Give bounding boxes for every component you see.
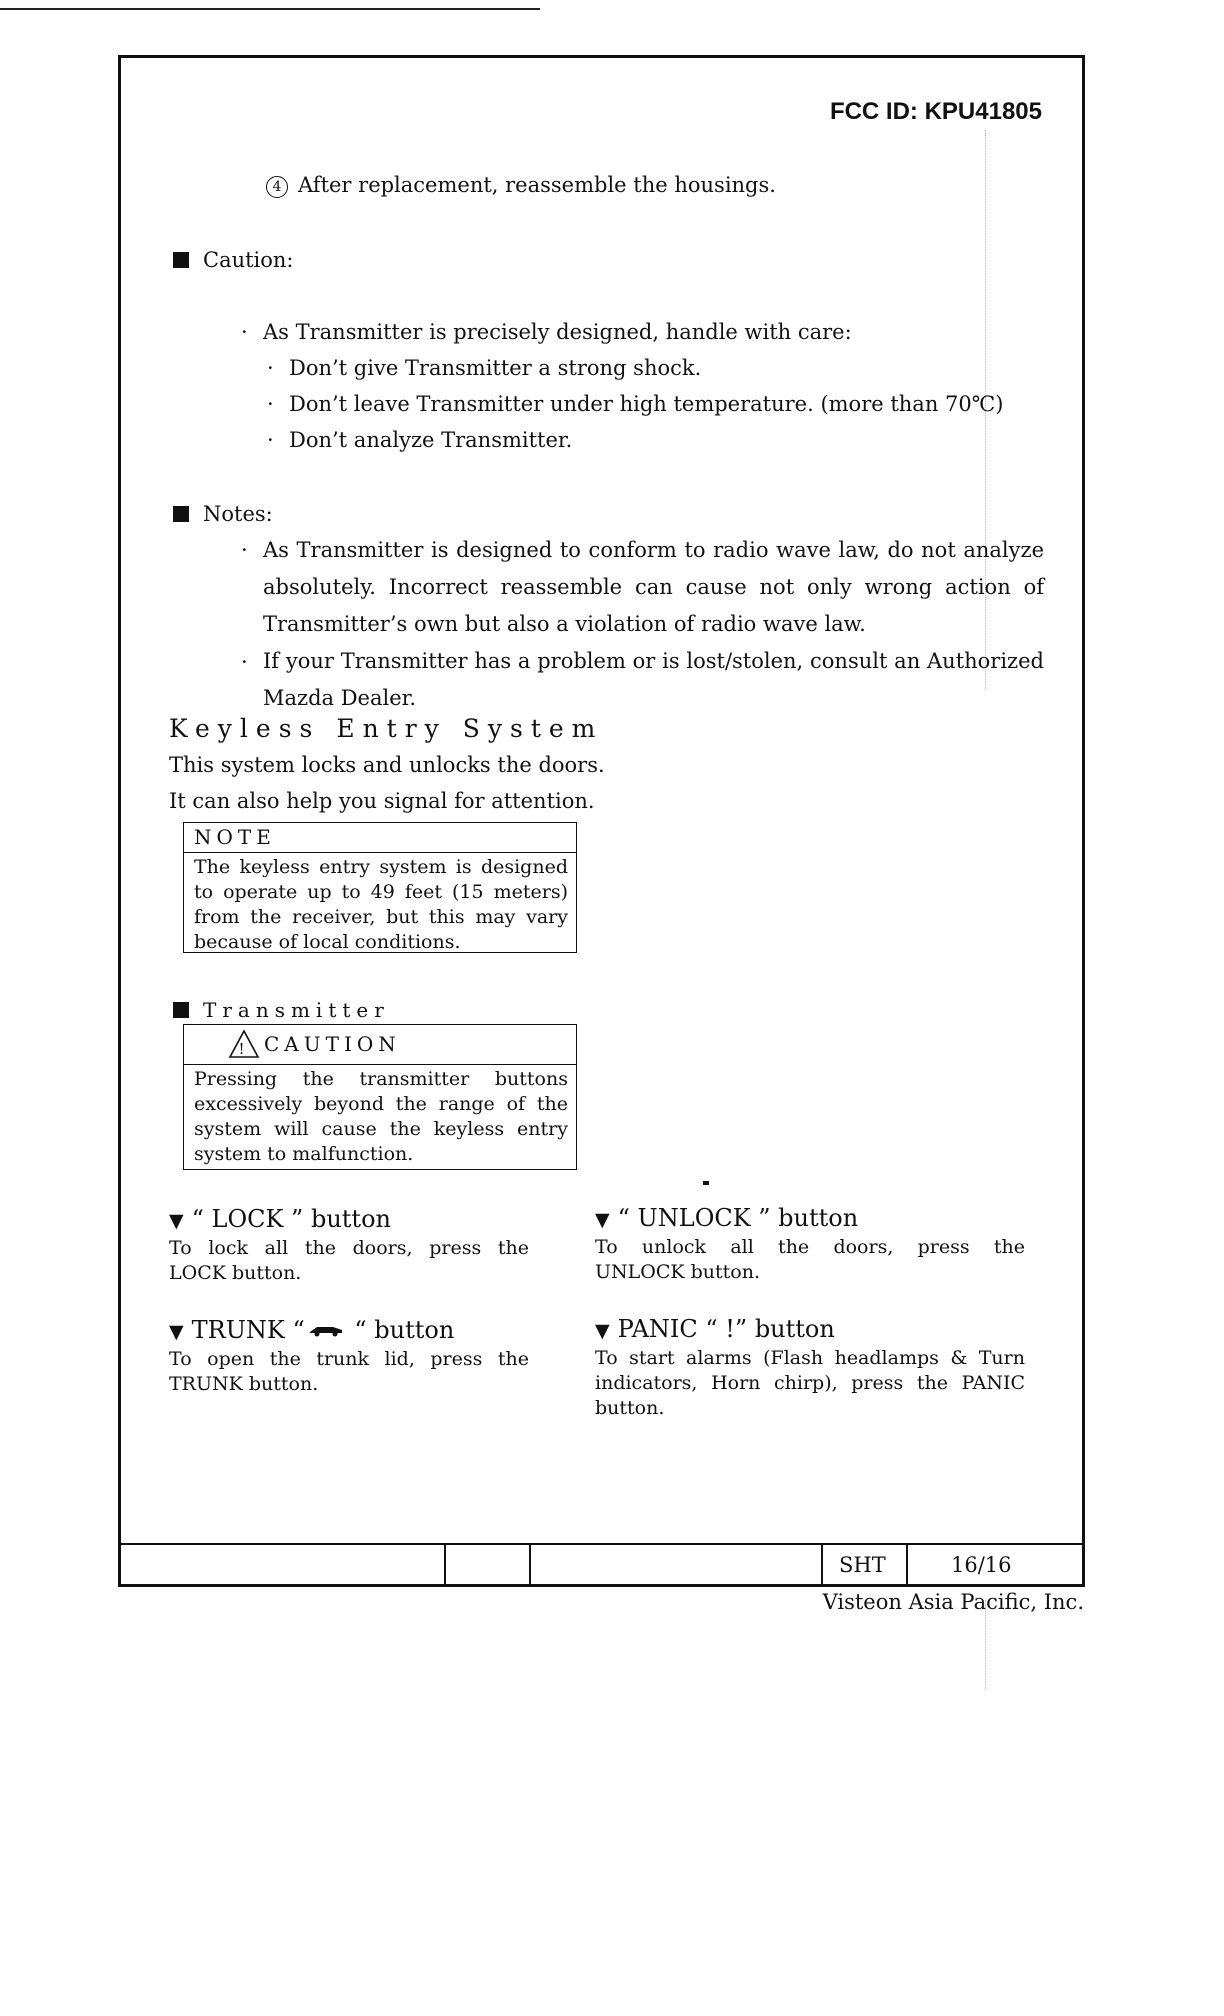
keyless-line-2: It can also help you signal for attention. (169, 789, 595, 813)
note-box (183, 822, 577, 953)
top-rule (0, 8, 540, 10)
page-frame (118, 55, 1085, 1587)
lock-button-info: ▼ “ LOCK ” button To lock all the doors, press the LOCK button. (169, 1205, 529, 1284)
transmitter-heading: Transmitter (173, 998, 390, 1022)
trunk-car-icon (309, 1323, 343, 1337)
fcc-id: FCC ID: KPU41805 (829, 98, 1042, 125)
caution-heading: Caution: (173, 246, 294, 274)
keyless-line-1: This system locks and unlocks the doors. (169, 753, 605, 777)
footer-divider (821, 1545, 823, 1584)
panic-button-info: ▼ PANIC “ !” button To start alarms (Flash headlamps & Turn indicators, Horn chirp), press the PANIC button. (595, 1315, 1025, 1419)
unlock-button-info: ▼ “ UNLOCK ” button To unlock all the doors, press the UNLOCK button. (595, 1204, 1025, 1283)
footer-divider (906, 1545, 908, 1584)
caution-intro: · As Transmitter is precisely designed, handle with care: (241, 320, 852, 344)
svg-text:!: ! (238, 1040, 250, 1058)
caution-item: · Don’t analyze Transmitter. (267, 428, 573, 452)
caution-box (183, 1024, 577, 1170)
note-box-title: NOTE (184, 823, 576, 853)
caution-box-body: Pressing the transmitter buttons excessively beyond the range of the system will cause the keyless entry system to malfunction. (194, 1068, 568, 1165)
notes-heading: Notes: (173, 500, 273, 528)
page-number: 16/16 (951, 1553, 1012, 1577)
sht-label: SHT (839, 1553, 886, 1577)
company-name: Visteon Asia Pacific, Inc. (822, 1590, 1084, 1614)
note-box-body: The keyless entry system is designed to operate up to 49 feet (15 meters) from the receiver, but this may vary because of local conditions. (194, 856, 568, 953)
down-triangle-icon: ▼ (169, 1321, 184, 1343)
down-triangle-icon: ▼ (595, 1320, 610, 1342)
caution-item: · Don’t give Transmitter a strong shock. (267, 356, 702, 380)
step-4 (266, 171, 776, 199)
footer-divider (444, 1545, 446, 1584)
note-1: As Transmitter is designed to conform to radio wave law, do not analyze absolutely. Incorrect reassemble can cause not only wrong action of Transmitter’s own but also a violation of radio wave law. (263, 538, 1044, 636)
caution-item: · Don’t leave Transmitter under high temperature. (more than 70℃) (267, 392, 1004, 416)
stray-mark (703, 1181, 709, 1185)
footer-divider (529, 1545, 531, 1584)
down-triangle-icon: ▼ (595, 1209, 610, 1231)
warning-triangle-icon (228, 1029, 260, 1059)
step-number: 4 (266, 176, 288, 198)
square-bullet-icon (173, 1002, 189, 1018)
note-bullet: · (241, 650, 248, 674)
footer-table (121, 1543, 1082, 1584)
caution-box-title: ! CAUTION (184, 1025, 576, 1065)
note-2: If your Transmitter has a problem or is lost/stolen, consult an Authorized Mazda Dealer. (263, 649, 1044, 710)
square-bullet-icon (173, 506, 189, 522)
keyless-heading: Keyless Entry System (169, 714, 604, 743)
trunk-button-info: ▼ TRUNK “ “ button To open the trunk lid, press the TRUNK button. (169, 1316, 529, 1395)
square-bullet-icon (173, 252, 189, 268)
note-bullet: · (241, 538, 248, 562)
down-triangle-icon: ▼ (169, 1210, 184, 1232)
step-text: After replacement, reassemble the housings. (298, 173, 776, 197)
